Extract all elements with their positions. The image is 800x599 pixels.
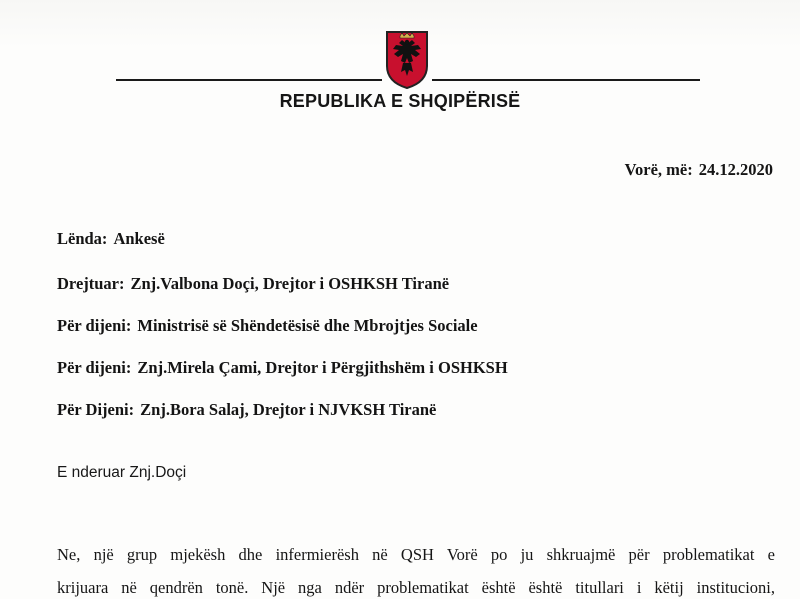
date-label: Vorë, më: bbox=[624, 160, 693, 179]
addressee-value: Znj.Valbona Doçi, Drejtor i OSHKSH Tiranë bbox=[130, 274, 450, 293]
cc-value: Znj.Bora Salaj, Drejtor i NJVKSH Tiranë bbox=[140, 400, 437, 419]
cc-label: Për dijeni: bbox=[57, 358, 132, 377]
cc-line bbox=[57, 400, 436, 420]
cc-line bbox=[57, 316, 478, 336]
body-line: Ne, një grup mjekësh dhe infermierësh në QSH Vorë po ju shkruajmë për problematikat e bbox=[57, 545, 775, 564]
salutation: E nderuar Znj.Doçi bbox=[57, 464, 187, 481]
cc-line bbox=[57, 358, 508, 378]
addressee-line bbox=[57, 274, 449, 294]
cc-label: Për dijeni: bbox=[57, 316, 132, 335]
body-paragraph bbox=[57, 538, 775, 599]
subject-value: Ankesë bbox=[113, 229, 165, 248]
cc-value: Znj.Mirela Çami, Drejtor i Përgjithshëm i OSHKSH bbox=[137, 358, 508, 377]
subject-line bbox=[57, 229, 165, 249]
letterhead-rule-right bbox=[432, 79, 700, 81]
date-line bbox=[625, 160, 773, 180]
cc-value: Ministrisë së Shëndetësisë dhe Mbrojtjes Sociale bbox=[137, 316, 478, 335]
date-value: 24.12.2020 bbox=[698, 160, 773, 179]
subject-label: Lënda: bbox=[57, 229, 108, 248]
body-line: krijuara në qendrën tonë. Një nga ndër problematikat është është titullari i këtij institucioni, bbox=[57, 578, 775, 597]
country-title: REPUBLIKA E SHQIPËRISË bbox=[279, 91, 521, 111]
letterhead-rule-left bbox=[116, 79, 382, 81]
addressee-label: Drejtuar: bbox=[57, 274, 125, 293]
albanian-emblem-icon bbox=[384, 30, 430, 90]
cc-label: Për Dijeni: bbox=[57, 400, 135, 419]
